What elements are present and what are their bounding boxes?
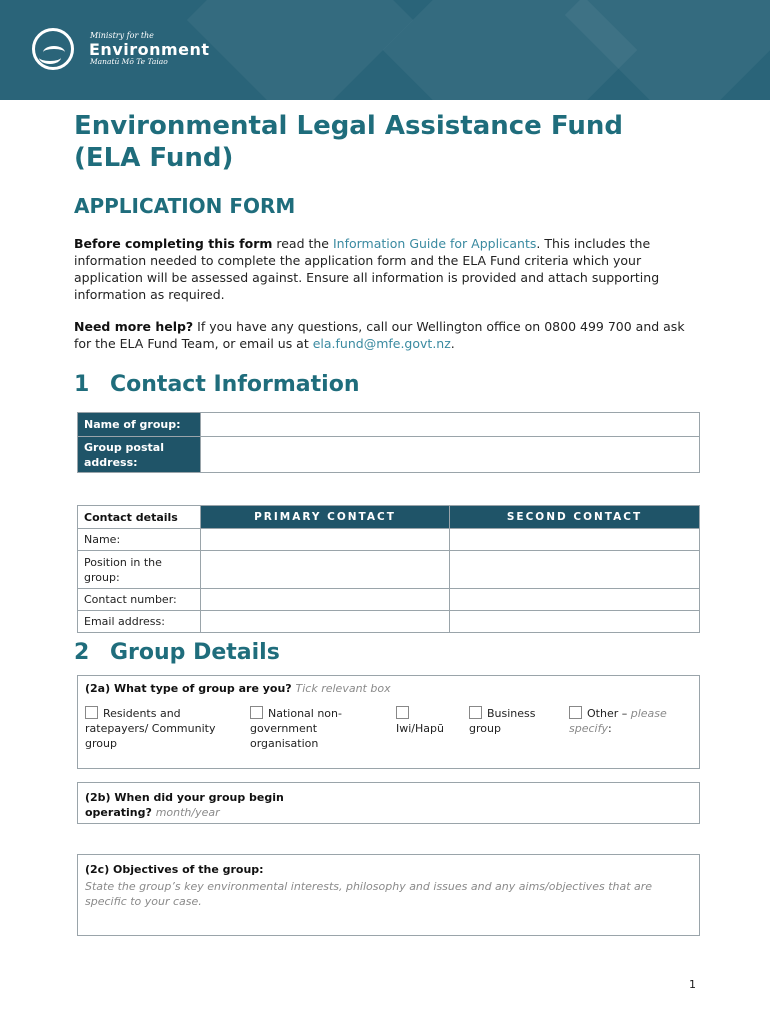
option-other[interactable]: Other – please specify: bbox=[569, 707, 667, 735]
option-ngo[interactable]: National non-government organisation bbox=[250, 707, 342, 750]
second-position-field[interactable] bbox=[450, 551, 700, 589]
group-name-label: Name of group: bbox=[78, 413, 201, 437]
business-checkbox[interactable] bbox=[469, 706, 482, 719]
primary-email-field[interactable] bbox=[201, 611, 450, 633]
page-number: 1 bbox=[689, 978, 696, 991]
contact-number-label: Contact number: bbox=[78, 589, 201, 611]
second-contact-header: SECOND CONTACT bbox=[450, 506, 700, 529]
primary-contact-header: PRIMARY CONTACT bbox=[201, 506, 450, 529]
second-email-field[interactable] bbox=[450, 611, 700, 633]
section2-heading: 2 Group Details bbox=[74, 640, 280, 665]
group-info-table bbox=[77, 412, 700, 473]
header-banner bbox=[0, 0, 770, 100]
residents-checkbox[interactable] bbox=[85, 706, 98, 719]
group-name-field[interactable] bbox=[201, 413, 700, 437]
group-type-box bbox=[77, 675, 700, 769]
operating-date-question: (2b) When did your group begin operating? month/year bbox=[85, 791, 284, 819]
contact-email-label: Email address: bbox=[78, 611, 201, 633]
primary-number-field[interactable] bbox=[201, 589, 450, 611]
section1-heading: 1 Contact Information bbox=[74, 372, 360, 397]
form-subtitle: APPLICATION FORM bbox=[74, 194, 296, 218]
logo-ministry-text: Ministry for the bbox=[90, 31, 154, 40]
page-title: Environmental Legal Assistance Fund (ELA Fund) bbox=[74, 111, 623, 173]
second-number-field[interactable] bbox=[450, 589, 700, 611]
option-residents[interactable]: Residents and ratepayers/ Community group bbox=[85, 707, 216, 750]
objectives-hint: State the group’s key environmental interests, philosophy and issues and any aims/objectives that are specific to your case. bbox=[85, 880, 653, 908]
email-link[interactable]: ela.fund@mfe.govt.nz bbox=[312, 336, 451, 351]
logo-maori-text: Manatū Mō Te Taiao bbox=[90, 57, 168, 66]
option-iwi[interactable]: Iwi/Hapū bbox=[396, 706, 466, 736]
primary-position-field[interactable] bbox=[201, 551, 450, 589]
contact-details-table bbox=[77, 505, 700, 633]
ministry-logo-icon bbox=[32, 28, 74, 70]
info-guide-link[interactable]: Information Guide for Applicants bbox=[332, 236, 537, 251]
help-paragraph: Need more help? If you have any questions, call our Wellington office on 0800 499 700 and ask for the ELA Fund Team, or email us at ela.fund@mfe.govt.nz. bbox=[74, 319, 685, 351]
other-checkbox[interactable] bbox=[569, 706, 582, 719]
group-postal-field[interactable] bbox=[201, 437, 700, 473]
objectives-question: (2c) Objectives of the group: bbox=[85, 863, 264, 876]
option-business[interactable]: Business group bbox=[469, 707, 536, 735]
contact-position-label: Position in the group: bbox=[78, 551, 201, 589]
primary-name-field[interactable] bbox=[201, 529, 450, 551]
iwi-checkbox[interactable] bbox=[396, 706, 409, 719]
intro-paragraph: Before completing this form read the Information Guide for Applicants. This includes the information needed to complete the application form and the ELA Fund criteria which your application will be assessed against. Ensure all information is provided and attach supporting information as required. bbox=[74, 236, 660, 302]
group-type-question: (2a) What type of group are you? Tick relevant box bbox=[85, 682, 391, 695]
group-postal-label: Group postal address: bbox=[78, 437, 201, 473]
ngo-checkbox[interactable] bbox=[250, 706, 263, 719]
second-name-field[interactable] bbox=[450, 529, 700, 551]
contact-details-label: Contact details bbox=[78, 506, 201, 529]
operating-date-box[interactable] bbox=[77, 782, 700, 824]
logo-environment-text: Environment bbox=[89, 40, 210, 59]
objectives-box[interactable] bbox=[77, 854, 700, 936]
contact-name-label: Name: bbox=[78, 529, 201, 551]
